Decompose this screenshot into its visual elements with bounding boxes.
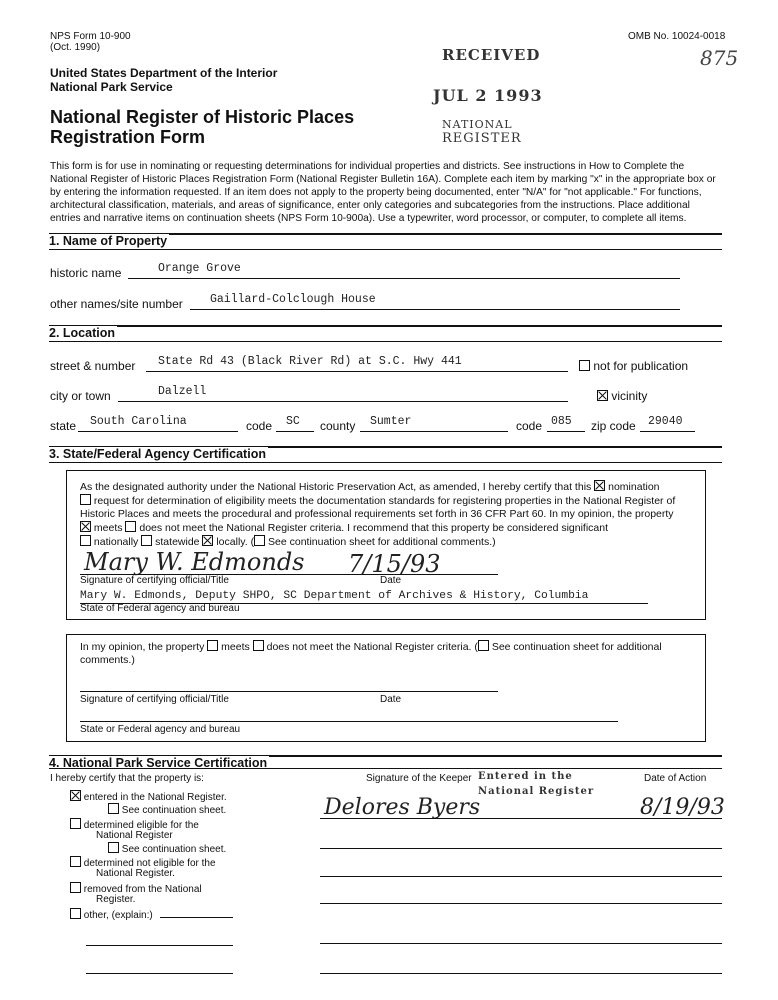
state-certification-text xyxy=(80,480,700,549)
option-eligible-cont xyxy=(108,842,226,855)
second-continuation-checkbox[interactable] xyxy=(478,640,489,651)
keeper-line-6[interactable] xyxy=(320,973,722,974)
section-4-title: 4. National Park Service Certification xyxy=(49,756,268,770)
form-date: (Oct. 1990) xyxy=(50,42,101,53)
state-code-field[interactable]: SC xyxy=(286,415,300,428)
keeper-line-2[interactable] xyxy=(320,848,722,849)
nationally-label: nationally xyxy=(93,536,139,548)
not-for-publication-checkbox[interactable] xyxy=(579,360,590,371)
received-stamp-date: JUL 2 1993 xyxy=(433,86,543,105)
locally-label: locally. ( xyxy=(216,536,255,548)
keeper-signature: Delores Byers xyxy=(324,795,481,820)
determination-checkbox[interactable] xyxy=(80,494,91,505)
cert-line-4 xyxy=(80,521,700,535)
second-meets-checkbox[interactable] xyxy=(207,640,218,651)
vicinity-checkbox[interactable] xyxy=(597,390,608,401)
city-label: city or town xyxy=(50,389,111,403)
keeper-line-4[interactable] xyxy=(320,903,722,904)
keeper-stamp-2: National Register xyxy=(478,786,595,797)
other-names-line xyxy=(190,309,680,310)
received-stamp: RECEIVED xyxy=(442,46,541,64)
date-label: Date xyxy=(380,575,402,586)
county-code-field[interactable]: 085 xyxy=(551,415,572,428)
removed-checkbox[interactable] xyxy=(70,882,81,893)
instructions-line: architectural classification, materials, and areas of significance, enter only categories and subcategories from the instructions. Place additional xyxy=(50,200,690,211)
agency-field[interactable]: Mary W. Edmonds, Deputy SHPO, SC Department of Archives & History, Columbia xyxy=(80,590,589,602)
continuation-label: See continuation sheet for additional comments.) xyxy=(268,536,496,548)
instructions-line: National Register of Historic Places Registration Form (National Register Bulletin 16A). Complete each item by marking "x" in the appropriate box or xyxy=(50,174,716,185)
keeper-stamp-1: Entered in the xyxy=(478,771,573,782)
department: United States Department of the Interior xyxy=(50,66,278,80)
corner-note: 875 xyxy=(700,46,739,70)
form-title-line1: National Register of Historic Places xyxy=(50,107,355,127)
form-number: NPS Form 10-900 xyxy=(50,31,131,42)
entered-continuation-checkbox[interactable] xyxy=(108,803,119,814)
cert-line-4-text: does not meet the National Register criteria. I recommend that this property be considered significant xyxy=(139,522,609,534)
does-not-meet-checkbox[interactable] xyxy=(125,521,136,532)
street-label: street & number xyxy=(50,359,136,373)
register-stamp: REGISTER xyxy=(442,131,522,146)
locally-checkbox[interactable] xyxy=(202,535,213,546)
cert-line-2 xyxy=(80,494,700,508)
instructions xyxy=(50,160,730,225)
keeper-line-5[interactable] xyxy=(320,943,722,944)
state-code-label: code xyxy=(246,419,273,433)
option-other xyxy=(70,908,153,921)
not-for-publication-label: not for publication xyxy=(593,359,689,373)
city-line xyxy=(118,401,568,402)
cert-line-2-text: request for determination of eligibility meets the documentation standards for registering properties in the National Register of xyxy=(93,495,676,507)
section-2-header xyxy=(49,325,722,342)
continuation-checkbox[interactable] xyxy=(254,535,265,546)
keeper-label: Signature of the Keeper xyxy=(366,773,472,784)
other-checkbox[interactable] xyxy=(70,908,81,919)
eligible-label-2: National Register xyxy=(96,830,173,841)
cert-line-1 xyxy=(80,480,700,494)
statewide-checkbox[interactable] xyxy=(141,535,152,546)
option-removed xyxy=(70,882,202,895)
section-1-header xyxy=(49,233,722,250)
instructions-line: entries and narrative items on continuation sheets (NPS Form 10-900a). Use a typewriter, word processor, or computer, to complete all items. xyxy=(50,213,687,224)
zip-label: zip code xyxy=(591,419,636,433)
agency-label: State of Federal agency and bureau xyxy=(80,603,240,614)
option-entered-cont xyxy=(108,803,226,816)
eligible-continuation-checkbox[interactable] xyxy=(108,842,119,853)
other-explain-line-2[interactable] xyxy=(86,945,233,946)
historic-name-line xyxy=(128,278,680,279)
state-label: state xyxy=(50,419,77,433)
other-names-label: other names/site number xyxy=(50,297,183,311)
removed-label: removed from the National xyxy=(83,884,202,895)
other-explain-line-3[interactable] xyxy=(86,973,233,974)
cert-line-5 xyxy=(80,535,700,549)
second-cert-intro: In my opinion, the property xyxy=(80,641,205,653)
signature-label: Signature of certifying official/Title xyxy=(80,575,229,586)
instructions-line: by entering the information requested. If an item does not apply to the property being documented, enter "N/A" for "not applicable." For functions, xyxy=(50,187,702,198)
section-3-title: 3. State/Federal Agency Certification xyxy=(49,447,266,461)
eligible-checkbox[interactable] xyxy=(70,818,81,829)
vicinity-label: vicinity xyxy=(611,389,648,403)
removed-label-2: Register. xyxy=(96,894,136,905)
historic-name-field[interactable]: Orange Grove xyxy=(158,262,241,275)
street-field[interactable]: State Rd 43 (Black River Rd) at S.C. Hwy 441 xyxy=(158,355,462,368)
city-field[interactable]: Dalzell xyxy=(158,385,207,398)
national-stamp: NATIONAL xyxy=(442,118,513,131)
section-4-rule xyxy=(49,768,722,769)
second-cert-line-1 xyxy=(80,640,700,654)
keeper-line-1 xyxy=(320,818,722,819)
nationally-checkbox[interactable] xyxy=(80,535,91,546)
entered-checkbox[interactable] xyxy=(70,790,81,801)
second-signature-label: Signature of certifying official/Title xyxy=(80,694,229,705)
second-signature-line[interactable] xyxy=(80,691,498,692)
nomination-label: nomination xyxy=(608,481,660,493)
meets-checkbox[interactable] xyxy=(80,521,91,532)
county-line xyxy=(360,431,508,432)
county-code-label: code xyxy=(516,419,543,433)
second-cert-text xyxy=(80,640,700,667)
nomination-checkbox[interactable] xyxy=(594,480,605,491)
zip-field[interactable]: 29040 xyxy=(648,415,683,428)
service: National Park Service xyxy=(50,80,173,94)
option-entered xyxy=(70,790,227,803)
second-cert-line-2: comments.) xyxy=(80,654,135,666)
second-date-label: Date xyxy=(380,694,402,705)
statewide-label: statewide xyxy=(155,536,200,548)
cert-line-1-text: As the designated authority under the National Historic Preservation Act, as amended, I hereby certify that this xyxy=(80,481,592,493)
not-for-publication xyxy=(579,359,688,373)
second-meets-label: meets xyxy=(221,641,250,653)
second-does-not-meet-label: does not meet the National Register criteria. ( xyxy=(266,641,478,653)
keeper-line-3[interactable] xyxy=(320,876,722,877)
certifying-date[interactable]: 7/15/93 xyxy=(348,550,441,578)
entered-label: entered in the National Register. xyxy=(83,792,227,803)
cert-line-3: Historic Places and meets the procedural and professional requirements set forth in 36 CFR Part 60. In my opinion, the property xyxy=(80,508,674,520)
eligible-label: determined eligible for the xyxy=(83,820,199,831)
zip-line xyxy=(640,431,695,432)
county-label: county xyxy=(320,419,356,433)
historic-name-label: historic name xyxy=(50,266,122,280)
entered-continuation-label: See continuation sheet. xyxy=(121,805,227,816)
second-agency-label: State or Federal agency and bureau xyxy=(80,724,241,735)
county-code-line xyxy=(547,431,585,432)
form-title-line2: Registration Form xyxy=(50,127,206,147)
other-names-field[interactable]: Gaillard-Colclough House xyxy=(210,293,376,306)
state-code-line xyxy=(276,431,314,432)
eligible-continuation-label: See continuation sheet. xyxy=(121,844,227,855)
not-eligible-label: determined not eligible for the xyxy=(83,858,216,869)
section-3-header xyxy=(49,446,722,463)
vicinity xyxy=(597,389,647,403)
second-continuation-label: See continuation sheet for additional xyxy=(491,641,662,653)
street-line xyxy=(146,371,568,372)
meets-label: meets xyxy=(93,522,123,534)
second-agency-line[interactable] xyxy=(80,721,618,722)
certify-statement: I hereby certify that the property is: xyxy=(50,773,204,784)
omb-number: OMB No. 10024-0018 xyxy=(628,31,726,42)
action-date[interactable]: 8/19/93 xyxy=(640,795,725,820)
certifying-signature: Mary W. Edmonds xyxy=(84,548,305,576)
not-eligible-label-2: National Register. xyxy=(96,868,175,879)
county-field[interactable]: Sumter xyxy=(370,415,412,428)
state-field[interactable]: South Carolina xyxy=(90,415,187,428)
state-line xyxy=(78,431,238,432)
other-explain-line[interactable] xyxy=(160,917,233,918)
not-eligible-checkbox[interactable] xyxy=(70,856,81,867)
other-label: other, (explain:) xyxy=(83,910,153,921)
section-2-title: 2. Location xyxy=(49,326,115,340)
second-does-not-meet-checkbox[interactable] xyxy=(253,640,264,651)
instructions-line: This form is for use in nominating or requesting determinations for individual properties and districts. See instructions in How to Complete the xyxy=(50,161,685,172)
section-1-title: 1. Name of Property xyxy=(49,234,168,248)
date-of-action-label: Date of Action xyxy=(644,773,707,784)
